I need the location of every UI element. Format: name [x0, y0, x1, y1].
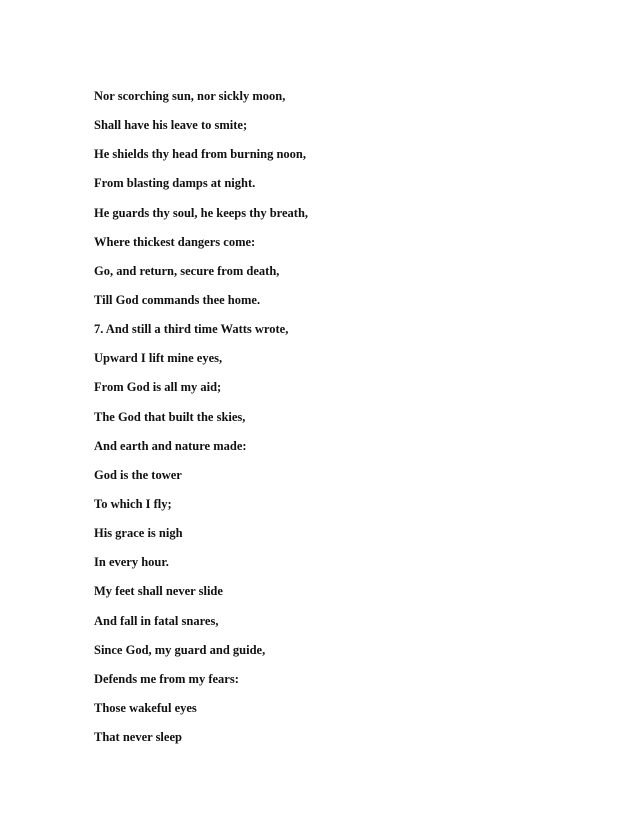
poem-line: God is the tower [94, 467, 182, 482]
poem-line: To which I fly; [94, 496, 172, 511]
poem-line: Nor scorching sun, nor sickly moon, [94, 89, 286, 103]
poem-line: The God that built the skies, [94, 409, 246, 424]
poem-line: Go, and return, secure from death, [94, 263, 280, 278]
poem-line: From blasting damps at night. [94, 176, 256, 191]
poem-line: Till God commands thee home. [94, 292, 261, 307]
poem-line: His grace is nigh [94, 526, 183, 541]
poem-line: That never sleep [94, 730, 182, 745]
poem-line: Shall have his leave to smite; [94, 118, 248, 133]
poem-line: He shields thy head from burning noon, [94, 147, 306, 162]
poem-line: Since God, my guard and guide, [94, 642, 266, 657]
poem-line: Where thickest dangers come: [94, 234, 256, 249]
poem-line: From God is all my aid; [94, 380, 222, 395]
poem-line: 7. And still a third time Watts wrote, [94, 322, 289, 337]
poem-line: My feet shall never slide [94, 584, 223, 599]
poem-line: And earth and nature made: [94, 438, 247, 453]
poem-line: He guards thy soul, he keeps thy breath, [94, 205, 309, 220]
poem-line: And fall in fatal snares, [94, 613, 219, 628]
poem-line: Those wakeful eyes [94, 700, 197, 715]
poem-text [94, 82, 308, 752]
poem-line: Defends me from my fears: [94, 671, 239, 686]
poem-line: In every hour. [94, 555, 169, 570]
poem-line: Upward I lift mine eyes, [94, 351, 223, 366]
